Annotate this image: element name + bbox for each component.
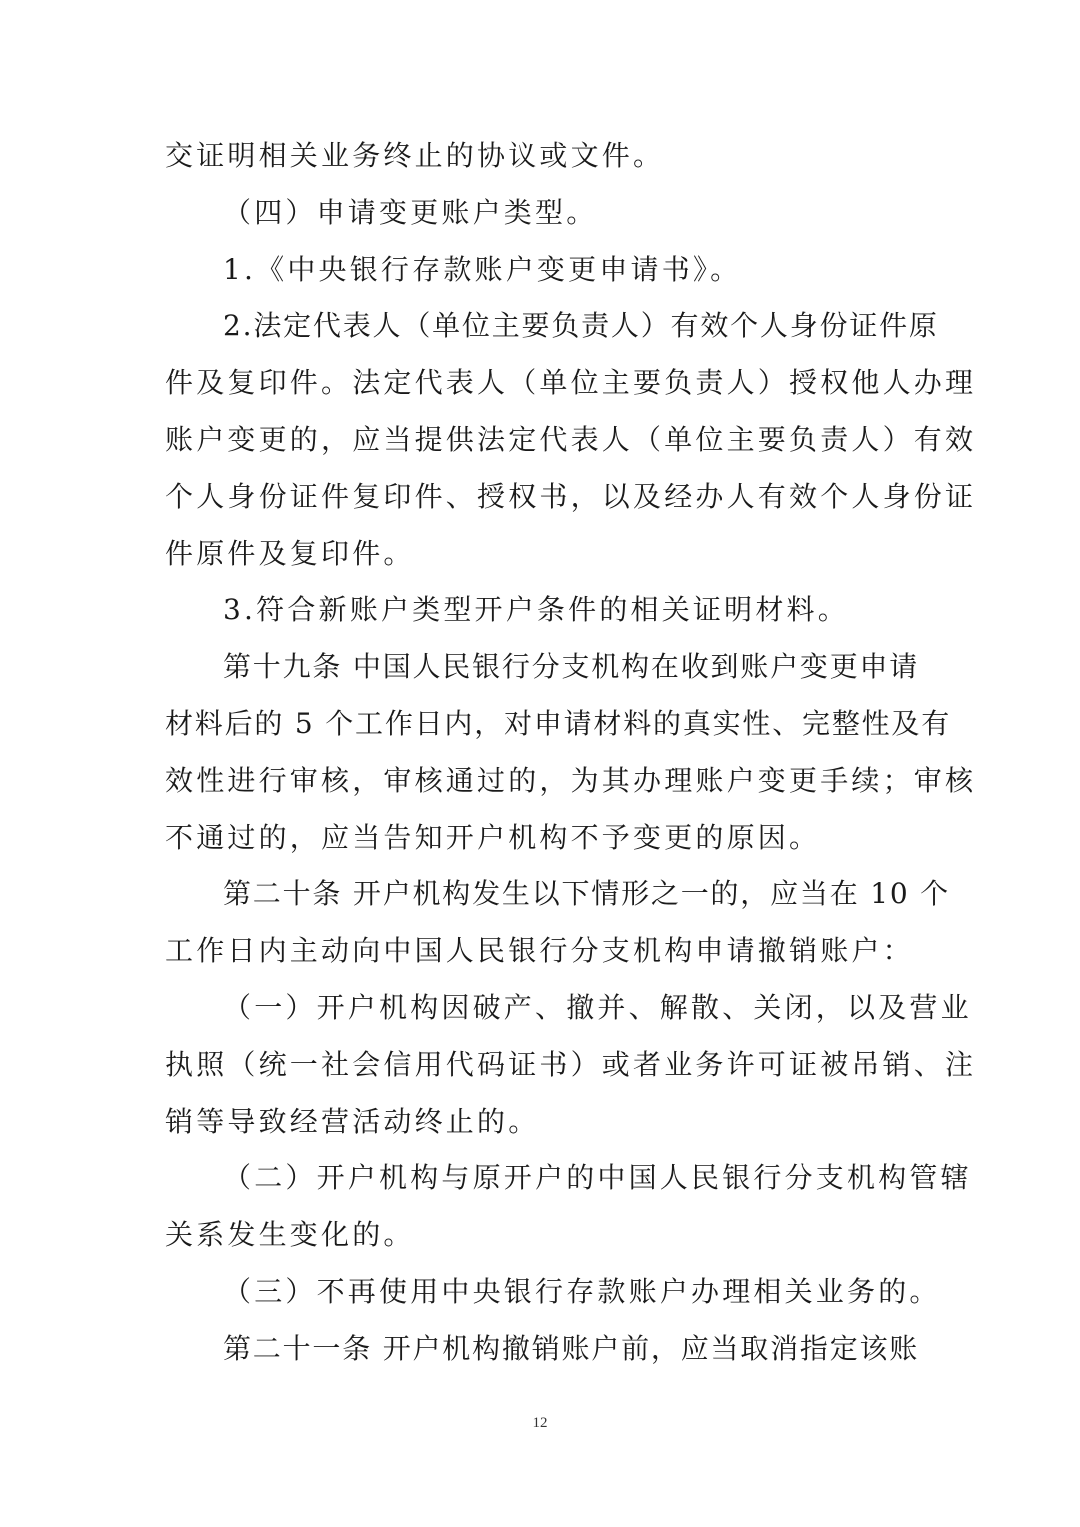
article-20: 第二十条 开户机构发生以下情形之一的，应当在 10 个 bbox=[223, 877, 950, 911]
text-line: 关系发生变化的。 bbox=[165, 1218, 415, 1252]
list-item: （二）开户机构与原开户的中国人民银行分支机构管辖 bbox=[223, 1161, 972, 1195]
text-line: 账户变更的，应当提供法定代表人（单位主要负责人）有效 bbox=[165, 422, 977, 456]
text-line: 效性进行审核，审核通过的，为其办理账户变更手续；审核 bbox=[165, 763, 977, 797]
text-line: 不通过的，应当告知开户机构不予变更的原因。 bbox=[165, 820, 821, 854]
list-item: 1.《中央银行存款账户变更申请书》。 bbox=[223, 252, 742, 286]
article-21: 第二十一条 开户机构撤销账户前，应当取消指定该账 bbox=[223, 1331, 920, 1365]
text-line: 执照（统一社会信用代码证书）或者业务许可证被吊销、注 bbox=[165, 1047, 977, 1081]
text-line: 材料后的 5 个工作日内，对申请材料的真实性、完整性及有 bbox=[165, 706, 952, 740]
list-item: （一）开户机构因破产、撤并、解散、关闭，以及营业 bbox=[223, 990, 972, 1024]
page-number: 12 bbox=[532, 1415, 548, 1431]
list-item: 3.符合新账户类型开户条件的相关证明材料。 bbox=[223, 593, 849, 627]
article-19: 第十九条 中国人民银行分支机构在收到账户变更申请 bbox=[223, 650, 920, 684]
text-line: 工作日内主动向中国人民银行分支机构申请撤销账户： bbox=[165, 934, 914, 968]
text-line: 件原件及复印件。 bbox=[165, 536, 415, 570]
list-item: 2.法定代表人（单位主要负责人）有效个人身份证件原 bbox=[223, 309, 939, 343]
section-heading: （四）申请变更账户类型。 bbox=[223, 195, 598, 229]
text-line: 个人身份证件复印件、授权书，以及经办人有效个人身份证 bbox=[165, 479, 977, 513]
text-line: 件及复印件。法定代表人（单位主要负责人）授权他人办理 bbox=[165, 366, 977, 400]
list-item: （三）不再使用中央银行存款账户办理相关业务的。 bbox=[223, 1274, 941, 1308]
body-text bbox=[165, 128, 977, 1378]
text-line: 销等导致经营活动终止的。 bbox=[165, 1104, 540, 1138]
text-line: 交证明相关业务终止的协议或文件。 bbox=[165, 139, 665, 172]
